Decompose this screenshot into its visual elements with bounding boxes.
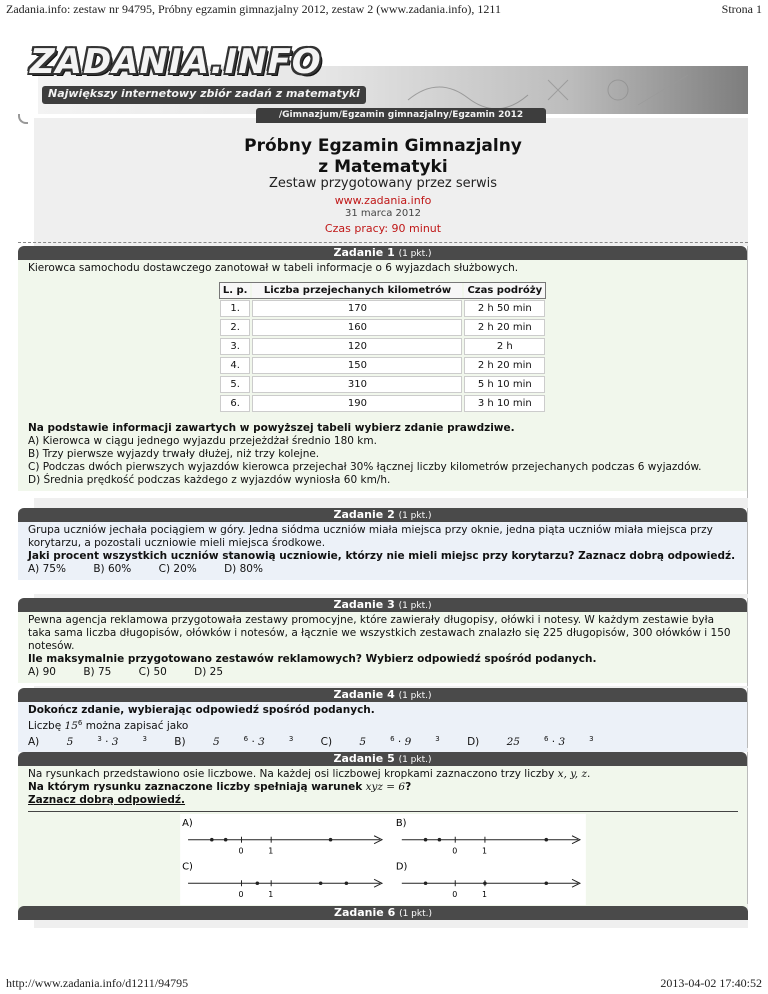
task-label: Zadanie 6 xyxy=(333,906,396,919)
task-header xyxy=(18,246,747,260)
print-header-title: Zadania.info: zestaw nr 94795, Próbny egzamin gimnazjalny 2012, zestaw 2 (www.zadania.info), 1211 xyxy=(6,2,501,16)
table-header-cell: Czas podróży xyxy=(464,283,545,298)
task-5 xyxy=(18,752,748,904)
figure-label-a: A) xyxy=(182,817,193,829)
table-cell: 170 xyxy=(252,300,462,317)
print-footer-url[interactable]: http://www.zadania.info/d1211/94795 xyxy=(6,976,189,990)
table-row xyxy=(220,376,545,393)
task-question: Na podstawie informacji zawartych w powyższej tabeli wybierz zdanie prawdziwe. xyxy=(28,422,515,434)
task-points: (1 pkt.) xyxy=(398,249,432,259)
table-row xyxy=(220,395,545,412)
page-subtitle: Zestaw przygotowany przez serwis xyxy=(268,176,498,191)
exam-duration: Czas pracy: 90 minut xyxy=(324,222,442,235)
print-page-number: Strona 1 xyxy=(721,2,762,16)
tick-one: 1 xyxy=(268,890,274,900)
table-cell: 2 h xyxy=(464,338,545,355)
task-points: (1 pkt.) xyxy=(398,601,432,611)
banner-doodles xyxy=(398,70,698,110)
table-header-cell: Liczba przejechanych kilometrów xyxy=(252,283,462,298)
print-header xyxy=(6,2,762,16)
answer-c[interactable]: C) 20% xyxy=(158,563,197,575)
tick-zero: 0 xyxy=(238,846,244,856)
task-body xyxy=(18,766,747,915)
answer-c[interactable]: C) 50 xyxy=(138,666,167,678)
tick-zero: 0 xyxy=(452,890,458,900)
answer-d[interactable]: D) Średnia prędkość podczas każdego z wyjazdów wyniosła 60 km/h. xyxy=(28,474,391,486)
trips-table xyxy=(218,281,547,414)
task-intro: Kierowca samochodu dostawczego zanotował w tabeli informacje o 6 wyjazdach służbowych. xyxy=(28,262,519,274)
table-cell: 3 h 10 min xyxy=(464,395,545,412)
number-lines-figure xyxy=(28,811,738,907)
table-cell: 120 xyxy=(252,338,462,355)
task-6 xyxy=(18,906,748,920)
corner-curl xyxy=(18,114,28,124)
answer-b[interactable]: B) Trzy pierwsze wyjazdy trwały dłużej, niż trzy kolejne. xyxy=(28,448,320,460)
task-points: (1 pkt.) xyxy=(398,511,432,521)
site-link[interactable]: www.zadania.info xyxy=(334,194,432,207)
table-cell: 1. xyxy=(220,300,251,317)
table-row xyxy=(220,357,545,374)
answer-d[interactable]: D) 25 $^6$ · 3 $^3$ xyxy=(467,735,594,748)
task-intro: Na rysunkach przedstawiono osie liczbowe. Na każdej osi liczbowej kropkami zaznaczono trzy liczby x, y, z. xyxy=(28,768,591,780)
task-header xyxy=(18,598,747,612)
table-cell: 160 xyxy=(252,319,462,336)
table-cell: 5. xyxy=(220,376,251,393)
table-cell: 190 xyxy=(252,395,462,412)
site-tagline: Największy internetowy zbiór zadań z matematyki xyxy=(42,86,366,104)
tick-one: 1 xyxy=(481,890,487,900)
exam-date: 31 marca 2012 xyxy=(345,208,421,219)
table-header-row xyxy=(220,283,545,298)
table-cell: 310 xyxy=(252,376,462,393)
task-header xyxy=(18,508,747,522)
task-label: Zadanie 3 xyxy=(333,598,395,611)
task-points: (1 pkt.) xyxy=(398,691,432,701)
site-logo[interactable]: ZADANIA.INFO xyxy=(30,42,322,82)
table-row xyxy=(220,300,545,317)
answer-b[interactable]: B) 5 $^6$ · 3 $^3$ xyxy=(174,735,294,748)
task-points: (1 pkt.) xyxy=(399,909,433,919)
task-header xyxy=(18,752,747,766)
task-header xyxy=(18,688,747,702)
task-body xyxy=(18,522,747,580)
task-label: Zadanie 5 xyxy=(333,752,395,765)
content-area xyxy=(18,108,748,928)
figure-label-b: B) xyxy=(395,817,407,829)
answer-a[interactable]: A) Kierowca w ciągu jednego wyjazdu przejeżdżał średnio 180 km. xyxy=(28,435,377,447)
task-header xyxy=(18,906,748,920)
figure-label-d: D) xyxy=(395,861,408,873)
task-question: Dokończ zdanie, wybierając odpowiedź spośród podanych. xyxy=(28,704,375,716)
answer-c[interactable]: C) Podczas dwóch pierwszych wyjazdów kierowca przejechał 30% łącznej liczby kilometrów przejechanych podczas 6 wyjazdów. xyxy=(28,461,702,473)
table-cell: 2 h 50 min xyxy=(464,300,545,317)
page-title xyxy=(18,136,748,178)
task-question: Ile maksymalnie przygotowano zestawów reklamowych? Wybierz odpowiedź spośród podanych. xyxy=(28,653,597,665)
page-title-line-1: Próbny Egzamin Gimnazjalny xyxy=(244,136,522,156)
dashed-divider xyxy=(18,242,748,243)
page-title-line-2: z Matematyki xyxy=(318,157,448,177)
task-label: Zadanie 1 xyxy=(333,246,395,259)
table-cell: 150 xyxy=(252,357,462,374)
table-cell: 6. xyxy=(220,395,251,412)
task-intro: Pewna agencja reklamowa przygotowała zestawy promocyjne, które zawierały długopisy, ołówki i notesy. W każdym zestawie była taka sama liczba długopisów, ołówków i notesów, a łącznie we wszystkich zestawach znalazło się 225 długopisów, 300 ołówków i 150 notesów. xyxy=(28,614,731,652)
answer-a[interactable]: A) 75% xyxy=(28,563,66,575)
answer-b[interactable]: B) 60% xyxy=(93,563,132,575)
breadcrumb[interactable]: /Gimnazjum/Egzamin gimnazjalny/Egzamin 2012 xyxy=(256,108,546,123)
task-body xyxy=(18,260,747,491)
task-label: Zadanie 2 xyxy=(333,508,395,521)
trips-table-body xyxy=(220,300,545,412)
answer-d[interactable]: D) 25 xyxy=(194,666,224,678)
print-footer-timestamp: 2013-04-02 17:40:52 xyxy=(660,976,762,990)
task-question: Jaki procent wszystkich uczniów stanowią uczniowie, którzy nie mieli miejsc przy korytarzu? Zaznacz dobrą odpowiedź. xyxy=(28,550,736,562)
task-body xyxy=(18,612,747,683)
table-cell: 2. xyxy=(220,319,251,336)
task-1 xyxy=(18,246,748,498)
table-row xyxy=(220,338,545,355)
task-points: (1 pkt.) xyxy=(398,755,432,765)
table-header-cell: L. p. xyxy=(220,283,251,298)
task-question: Na którym rysunku zaznaczone liczby spełniają warunek xyz = 6? xyxy=(28,781,412,793)
figure-label-c: C) xyxy=(182,861,193,873)
task-4 xyxy=(18,688,748,748)
table-cell: 2 h 20 min xyxy=(464,357,545,374)
answers-row xyxy=(28,733,737,749)
tick-zero: 0 xyxy=(238,890,244,900)
task-label: Zadanie 4 xyxy=(333,688,395,701)
task-body xyxy=(18,702,747,753)
answer-b[interactable]: B) 75 xyxy=(83,666,112,678)
print-footer xyxy=(6,976,762,990)
tick-one: 1 xyxy=(268,846,274,856)
task-2 xyxy=(18,508,748,594)
task-question-2: Zaznacz dobrą odpowiedź. xyxy=(28,794,186,806)
task-3 xyxy=(18,598,748,686)
task-intro: Grupa uczniów jechała pociągiem w góry. Jedna siódma uczniów miała miejsca przy oknie, jedna piąta uczniów miała miejsca przy korytarzu, a pozostali uczniowie mieli miejsca środkowe. xyxy=(28,524,713,549)
answer-a[interactable]: A) 5 $^3$ · 3 $^3$ xyxy=(28,735,147,748)
table-cell: 4. xyxy=(220,357,251,374)
tick-one: 1 xyxy=(481,846,487,856)
answer-a[interactable]: A) 90 xyxy=(28,666,56,678)
answer-d[interactable]: D) 80% xyxy=(224,563,263,575)
table-cell: 5 h 10 min xyxy=(464,376,545,393)
table-row xyxy=(220,319,545,336)
table-cell: 3. xyxy=(220,338,251,355)
tick-zero: 0 xyxy=(452,846,458,856)
answers-row xyxy=(28,563,737,576)
answer-c[interactable]: C) 5 $^6$ · 9 $^3$ xyxy=(320,735,440,748)
task-intro: Liczbę $15^6$ można zapisać jako xyxy=(28,719,189,732)
answers-row xyxy=(28,666,737,679)
table-cell: 2 h 20 min xyxy=(464,319,545,336)
